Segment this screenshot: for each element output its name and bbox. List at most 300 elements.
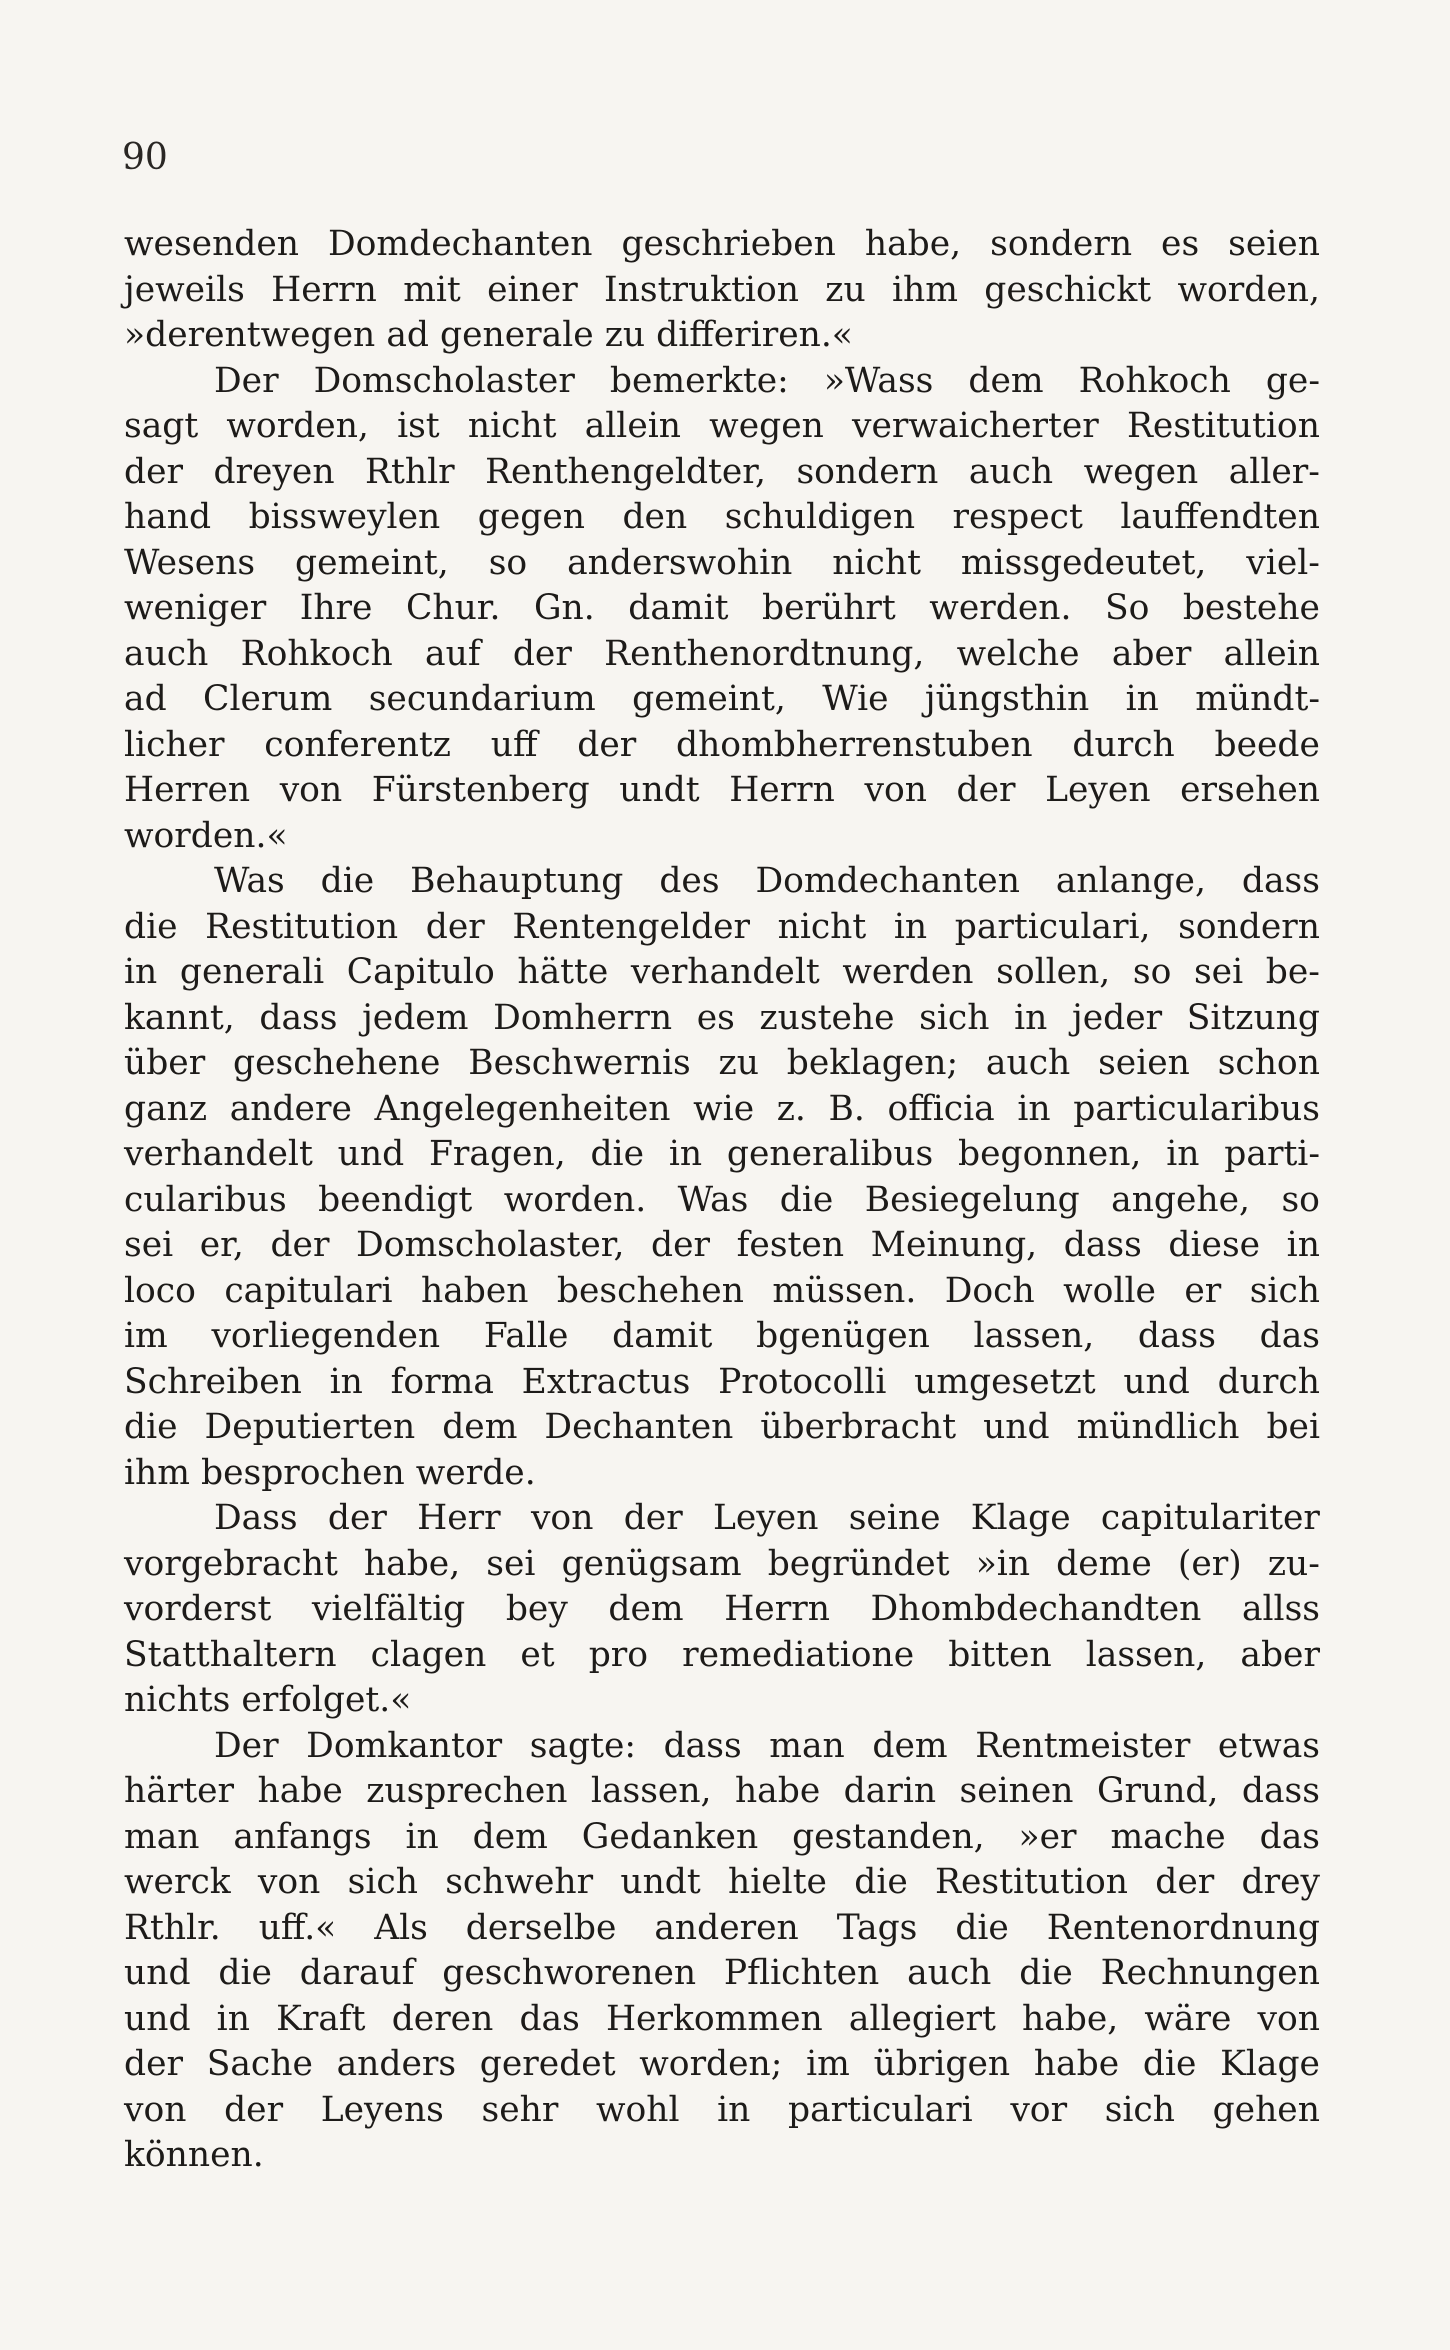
word: einer [487, 269, 578, 310]
word: Meinung, [870, 1225, 1038, 1265]
word: dem [608, 1589, 684, 1629]
text-line [124, 950, 1320, 996]
word: übrigen [873, 2044, 1011, 2084]
word: beendigt [318, 1179, 473, 1220]
word: bestehe [1182, 588, 1320, 628]
word: Restitution [205, 906, 399, 947]
word: der [124, 451, 183, 492]
word: Chur. [405, 588, 501, 628]
word: Restitution [935, 1862, 1128, 1902]
word: werck [124, 1862, 231, 1902]
word: worden. [503, 1179, 647, 1220]
word: allein [584, 406, 681, 446]
word: dass [1137, 1316, 1216, 1356]
word: dem [472, 1816, 548, 1857]
word: er [1184, 1270, 1222, 1311]
word: Deputierten [204, 1407, 416, 1447]
word: und [124, 1998, 191, 2039]
word: den [622, 497, 688, 537]
word: mündt- [1195, 679, 1320, 719]
text-line [124, 2042, 1320, 2088]
word: das [519, 1998, 580, 2039]
word: Klage [1220, 2044, 1320, 2084]
text-line [124, 1678, 1320, 1724]
word: Herren [124, 770, 251, 810]
word: Wie [822, 679, 889, 719]
word: der [956, 770, 1016, 810]
word: Restitution [1126, 406, 1320, 446]
word: worden.« [124, 815, 288, 856]
word: die [1142, 2044, 1197, 2084]
word: sei [1193, 952, 1244, 992]
word: erfolget.« [241, 1680, 412, 1720]
text-line [124, 495, 1320, 541]
word: nicht [832, 542, 921, 583]
word: das [1259, 1316, 1320, 1356]
word: der [512, 633, 572, 674]
word: particularibus [1073, 1088, 1320, 1129]
word: lassen, [590, 1771, 712, 1811]
text-line [124, 1951, 1320, 1997]
word: Domkantor [306, 1725, 503, 1766]
word: in [405, 1816, 439, 1857]
word: et [520, 1634, 555, 1675]
word: auch [907, 1953, 992, 1993]
word: hätte [517, 952, 609, 992]
word: seine [848, 1498, 941, 1538]
word: z. [776, 1088, 806, 1129]
word: sagt [124, 406, 199, 446]
text-line [124, 1178, 1320, 1224]
text-line [124, 586, 1320, 632]
word: zustehe [759, 997, 895, 1038]
word: wohl [595, 2089, 680, 2130]
word: in [668, 1134, 703, 1174]
word: bemerkte: [609, 360, 789, 401]
word: Herkommen [605, 1998, 823, 2039]
word: in [1014, 997, 1048, 1038]
word: Falle [483, 1316, 569, 1356]
word: habe [257, 1771, 343, 1811]
text-line [124, 1587, 1320, 1633]
word: die [779, 1179, 834, 1220]
word: bissweylen [248, 497, 441, 537]
word: und [124, 1953, 191, 1993]
word: geschrieben [621, 224, 836, 264]
word: Domdechanten [328, 224, 593, 264]
word: wäre [1144, 1998, 1232, 2039]
text-line [124, 1860, 1320, 1906]
word: habe [1033, 2044, 1120, 2084]
text-line [124, 1132, 1320, 1178]
word: es [696, 997, 735, 1038]
word: nicht [777, 906, 867, 947]
word: generali [179, 952, 325, 992]
word: Renthenordtnung, [604, 633, 925, 674]
word: gemeint, [632, 679, 786, 719]
word: cularibus [124, 1179, 287, 1220]
word: vorliegenden [211, 1316, 441, 1356]
word: mache [1110, 1816, 1226, 1857]
word: Pflichten [723, 1953, 880, 1993]
word: clagen [370, 1634, 487, 1675]
word: schuldigen [724, 497, 916, 537]
word: vorgebracht [124, 1543, 338, 1584]
page-number: 90 [122, 137, 168, 178]
word: härter [124, 1771, 235, 1811]
word: seien [1228, 224, 1320, 264]
text-line [124, 1314, 1320, 1360]
text-line [124, 1360, 1320, 1406]
word: worden; [639, 2044, 783, 2084]
word: in [893, 906, 928, 947]
word: in [1286, 1225, 1320, 1265]
word: und [337, 1134, 405, 1174]
word: Wesens [124, 542, 256, 583]
text-line [124, 1633, 1320, 1679]
word: differiren.« [656, 315, 853, 355]
word: geschehene [233, 1043, 441, 1083]
word: Kraft [276, 1998, 366, 2039]
text-line [124, 1815, 1320, 1861]
word: »Wass [823, 360, 934, 401]
word: conferentz [264, 724, 451, 765]
word: Rechnungen [1100, 1953, 1320, 1993]
word: dass [1241, 1771, 1320, 1811]
word: sich [1104, 2089, 1175, 2130]
word: weniger [124, 588, 267, 628]
word: über [124, 1043, 206, 1083]
word: er, [199, 1225, 244, 1265]
word: Beschwernis [468, 1043, 691, 1083]
text-line [124, 450, 1320, 496]
word: Was [677, 1179, 749, 1220]
word: mit [403, 269, 461, 310]
word: generale [440, 315, 594, 355]
word: bgenügen [756, 1316, 930, 1356]
word: die [1019, 1953, 1073, 1993]
text-line [124, 1997, 1320, 2043]
word: worden, [1177, 269, 1320, 310]
word: Dhombdechandten [870, 1589, 1202, 1629]
word: Rthlr. [124, 1907, 221, 1948]
word: zusprechen [366, 1771, 568, 1811]
word: des [659, 861, 720, 901]
word: Rentengelder [512, 906, 750, 947]
word: nichts [124, 1680, 231, 1720]
text-line [124, 905, 1320, 951]
word: ist [397, 406, 440, 446]
word: Herrn [271, 269, 377, 310]
word: dhombherrenstuben [676, 724, 1033, 765]
word: derselbe [465, 1907, 617, 1948]
word: lauffendten [1120, 497, 1320, 537]
word: in [1017, 1088, 1051, 1129]
word: begründet [767, 1543, 950, 1584]
word: viel- [1246, 542, 1320, 583]
word: so [488, 542, 528, 583]
word: Behauptung [410, 861, 624, 901]
word: Domdechanten [755, 861, 1020, 901]
word: beklagen; [786, 1043, 959, 1083]
word: gegen [477, 497, 585, 537]
word: von [279, 770, 343, 810]
text-line [124, 359, 1320, 405]
word: allegiert [848, 1998, 996, 2039]
word: be- [1265, 952, 1320, 992]
word: Leyens [320, 2089, 444, 2130]
word: sagte: [529, 1725, 636, 1766]
word: der [270, 1225, 330, 1265]
word: anfangs [233, 1816, 372, 1857]
word: der [651, 1225, 711, 1265]
word: dass [663, 1725, 742, 1766]
word: dass [259, 997, 338, 1038]
text-line [124, 859, 1320, 905]
text-line [124, 723, 1320, 769]
word: sollen, [996, 952, 1111, 992]
word: in [216, 1998, 250, 2039]
word: Dechanten [544, 1407, 734, 1447]
word: Als [374, 1907, 428, 1948]
word: aber [1111, 633, 1192, 674]
word: werden [842, 952, 974, 992]
word: dem [872, 1725, 948, 1766]
word: lassen, [973, 1316, 1095, 1356]
word: drey [1241, 1862, 1320, 1902]
word: sei [124, 1225, 174, 1265]
word: Renthengeldter, [485, 451, 766, 492]
word: sich [1249, 1270, 1320, 1311]
text-line [124, 2088, 1320, 2134]
word: auf [425, 633, 481, 674]
text-line [124, 1906, 1320, 1952]
word: durch [1072, 724, 1175, 765]
word: so [1132, 952, 1172, 992]
word: (er) [1177, 1543, 1242, 1584]
word: von [124, 2089, 187, 2130]
word: jüngsthin [924, 679, 1090, 719]
word: der [577, 724, 637, 765]
word: Protocolli [718, 1361, 887, 1402]
word: beede [1214, 724, 1320, 765]
word: diese [1168, 1225, 1261, 1265]
word: zu- [1267, 1543, 1320, 1584]
body-text [124, 222, 1320, 2179]
word: habe, [864, 224, 962, 264]
word: etwas [1217, 1725, 1320, 1766]
word: die [955, 1907, 1009, 1948]
word: Was [214, 861, 285, 901]
word: man [124, 1816, 200, 1857]
word: dass [1241, 861, 1320, 901]
text-line [124, 268, 1320, 314]
word: Domscholaster, [356, 1225, 625, 1265]
word: aber [1240, 1634, 1320, 1675]
word: So [1104, 588, 1150, 628]
word: pro [588, 1634, 649, 1675]
word: umgesetzt [914, 1361, 1096, 1402]
word: seinen [959, 1771, 1074, 1811]
word: von [864, 770, 927, 810]
word: auch [985, 1043, 1071, 1083]
word: anderswohin [567, 542, 793, 583]
word: Fürstenberg [371, 770, 590, 810]
word: sehr [481, 2089, 559, 2130]
word: parti- [1224, 1134, 1320, 1174]
word: der [1155, 1862, 1215, 1902]
text-line [124, 677, 1320, 723]
word: Dass [214, 1498, 298, 1538]
word: schon [1217, 1043, 1320, 1083]
word: lassen, [1085, 1634, 1207, 1675]
text-line [124, 1269, 1320, 1315]
word: sondern [796, 451, 939, 492]
word: deren [391, 1998, 494, 2039]
word: wie [693, 1088, 755, 1129]
word: damit [612, 1316, 713, 1356]
text-line [124, 1405, 1320, 1451]
word: werden. [929, 588, 1072, 628]
text-line [124, 1496, 1320, 1542]
word: ad [386, 315, 429, 355]
word: die [124, 1407, 178, 1447]
word: im [124, 1316, 168, 1356]
word: jeweils [124, 269, 245, 310]
word: ge- [1265, 360, 1320, 401]
word: Ihre [299, 588, 373, 628]
word: generalibus [726, 1134, 934, 1174]
word: vor [1010, 2089, 1068, 2130]
text-line [124, 1451, 1320, 1497]
word: habe, [363, 1543, 461, 1584]
word: anlange, [1055, 861, 1206, 901]
word: »derentwegen [124, 315, 376, 355]
text-line [124, 1087, 1320, 1133]
word: der [327, 1498, 387, 1538]
word: berührt [762, 588, 896, 628]
word: Domscholaster [313, 360, 575, 401]
word: wegen [709, 406, 824, 446]
word: forma [390, 1361, 494, 1402]
word: schwehr [445, 1862, 594, 1902]
word: nicht [467, 406, 557, 446]
text-line [124, 1223, 1320, 1269]
word: anderen [654, 1907, 799, 1948]
word: ihm [891, 269, 958, 310]
word: Rohkoch [1078, 360, 1231, 401]
word: angehe, [1111, 1179, 1251, 1220]
word: B. [828, 1088, 865, 1129]
word: dass [1063, 1225, 1142, 1265]
word: zu [604, 315, 646, 355]
word: bitten [948, 1634, 1052, 1675]
word: sei [486, 1543, 536, 1584]
word: sondern [990, 224, 1133, 264]
word: Leyen [712, 1498, 819, 1538]
word: Rentmeister [975, 1725, 1191, 1766]
word: Herrn [729, 770, 835, 810]
word: in [124, 952, 158, 992]
word: im [806, 2044, 850, 2084]
word: durch [1217, 1361, 1320, 1402]
text-line [124, 541, 1320, 587]
word: geredet [479, 2044, 616, 2084]
word: der [425, 906, 485, 947]
word: Schreiben [124, 1361, 302, 1402]
text-line [124, 768, 1320, 814]
word: Grund, [1096, 1771, 1219, 1811]
word: capitulariter [1100, 1498, 1320, 1538]
text-line [124, 313, 1320, 359]
word: beschehen [556, 1270, 744, 1311]
word: Der [214, 1725, 279, 1766]
word: habe, [1021, 1998, 1119, 2039]
word: in [1166, 1134, 1200, 1174]
word: haben [420, 1270, 529, 1311]
word: Klage [970, 1498, 1071, 1538]
word: allein [1223, 633, 1320, 674]
word: Instruktion [604, 269, 799, 310]
word: überbracht [760, 1407, 957, 1447]
word: seien [1098, 1043, 1190, 1083]
word: die [590, 1134, 645, 1174]
word: festen [736, 1225, 845, 1265]
word: und [983, 1407, 1050, 1447]
word: zu [718, 1043, 759, 1083]
word: deme [1056, 1543, 1152, 1584]
word: Domherrn [493, 997, 673, 1038]
word: habe [734, 1771, 821, 1811]
word: der [124, 2044, 183, 2084]
word: man [769, 1725, 845, 1766]
word: wesenden [124, 224, 300, 264]
word: Herrn [724, 1589, 830, 1629]
word: dem [968, 360, 1044, 401]
word: Besiegelung [864, 1179, 1080, 1220]
word: vorderst [124, 1589, 272, 1629]
word: anders [336, 2044, 457, 2084]
word: Doch [944, 1270, 1035, 1311]
word: bey [505, 1589, 568, 1629]
word: »er [1018, 1816, 1077, 1857]
text-line [124, 222, 1320, 268]
word: remediatione [682, 1634, 915, 1675]
word: undt [619, 770, 700, 810]
word: geschickt [984, 269, 1152, 310]
text-line [124, 1542, 1320, 1588]
word: dem [442, 1407, 518, 1447]
word: sondern [1178, 906, 1320, 947]
word: Gn. [533, 588, 595, 628]
text-line [124, 1724, 1320, 1770]
word: bei [1266, 1407, 1320, 1447]
word: missgedeutet, [960, 542, 1207, 583]
word: genügsam [561, 1543, 742, 1584]
word: in [717, 2089, 751, 2130]
word: der [224, 2089, 284, 2130]
word: das [1259, 1816, 1320, 1857]
word: Leyen [1045, 770, 1151, 810]
word: sich [347, 1862, 418, 1902]
word: die [124, 906, 178, 947]
word: so [1281, 1179, 1320, 1220]
word: der [623, 1498, 683, 1538]
word: dreyen [213, 451, 335, 492]
word: sich [919, 997, 990, 1038]
word: ganz [124, 1088, 208, 1129]
text-line [124, 1769, 1320, 1815]
